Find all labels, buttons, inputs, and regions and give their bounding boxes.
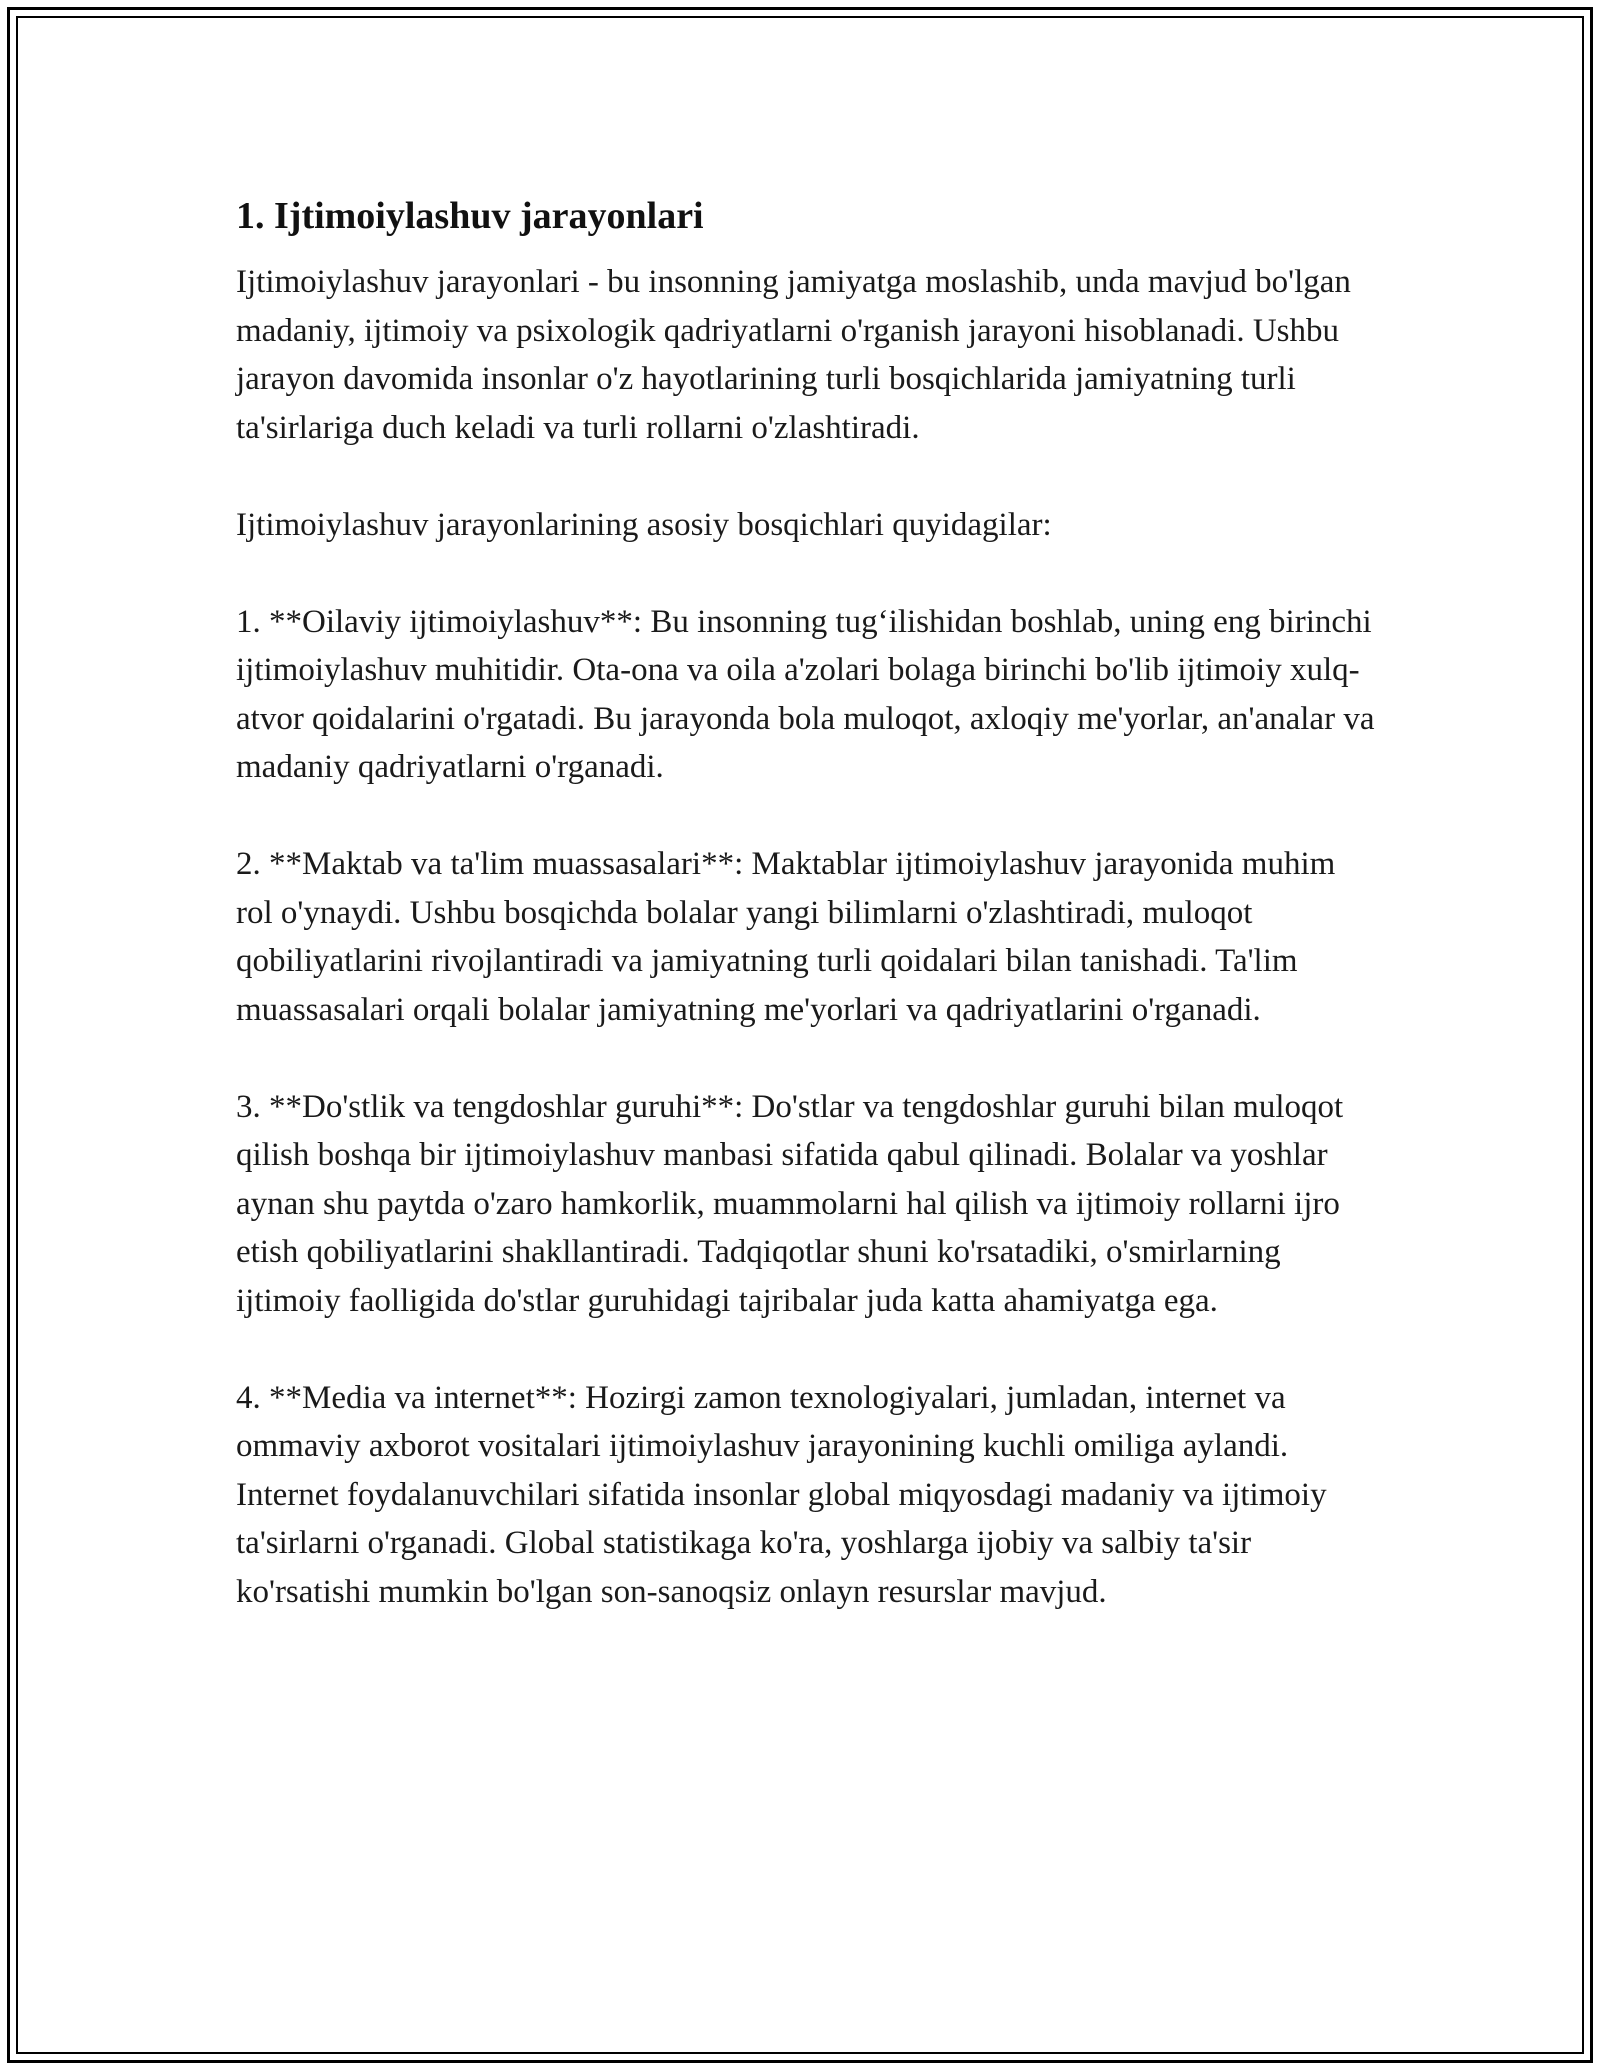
stage-family-paragraph: 1. **Oilaviy ijtimoiylashuv**: Bu insonning tug‘ilishidan boshlab, uning eng birinchi ijtimoiylashuv muhitidir. Ota-ona va oila a'zolari bolaga birinchi bo'lib ijtimoiy xulq-atvor qoidalarini o'rgatadi. Bu jarayonda bola muloqot, axloqiy me'yorlar, an'analar va madaniy qadriyatlarni o'rganadi. <box>236 603 1375 785</box>
document-body <box>236 186 1376 1665</box>
document-title: 1. Ijtimoiylashuv jarayonlari <box>236 195 704 237</box>
intro-paragraph: Ijtimoiylashuv jarayonlari - bu insonning jamiyatga moslashib, unda mavjud bo'lgan madaniy, ijtimoiy va psixologik qadriyatlarni o'rganish jarayoni hisoblanadi. Ushbu jarayon davomida insonlar o'z hayotlarining turli bosqichlarida jamiyatning turli ta'sirlariga duch keladi va turli rollarni o'zlashtiradi. <box>236 264 1351 446</box>
stage-peers-paragraph: 3. **Do'stlik va tengdoshlar guruhi**: Do'stlar va tengdoshlar guruhi bilan muloqot qilish boshqa bir ijtimoiylashuv manbasi sifatida qabul qilinadi. Bolalar va yoshlar aynan shu paytda o'zaro hamkorlik, muammolarni hal qilish va ijtimoiy rollarni ijro etish qobiliyatlarini shakllantiradi. Tadqiqotlar shuni ko'rsatadiki, o'smirlarning ijtimoiy faolligida do'stlar guruhidagi tajribalar juda katta ahamiyatga ega. <box>236 1088 1344 1319</box>
stage-school-paragraph: 2. **Maktab va ta'lim muassasalari**: Maktablar ijtimoiylashuv jarayonida muhim rol o'ynaydi. Ushbu bosqichda bolalar yangi bilimlarni o'zlashtiradi, muloqot qobiliyatlarini rivojlantiradi va jamiyatning turli qoidalari bilan tanishadi. Ta'lim muassasalari orqali bolalar jamiyatning me'yorlari va qadriyatlarini o'rganadi. <box>236 846 1336 1028</box>
stage-media-paragraph: 4. **Media va internet**: Hozirgi zamon texnologiyalari, jumladan, internet va ommaviy axborot vositalari ijtimoiylashuv jarayonining kuchli omiliga aylandi. Internet foydalanuvchilari sifatida insonlar global miqyosdagi madaniy va ijtimoiy ta'sirlarni o'rganadi. Global statistikaga ko'ra, yoshlarga ijobiy va salbiy ta'sir ko'rsatishi mumkin bo'lgan son-sanoqsiz onlayn resurslar mavjud. <box>236 1379 1327 1610</box>
stages-intro-paragraph: Ijtimoiylashuv jarayonlarining asosiy bosqichlari quyidagilar: <box>236 506 1052 543</box>
